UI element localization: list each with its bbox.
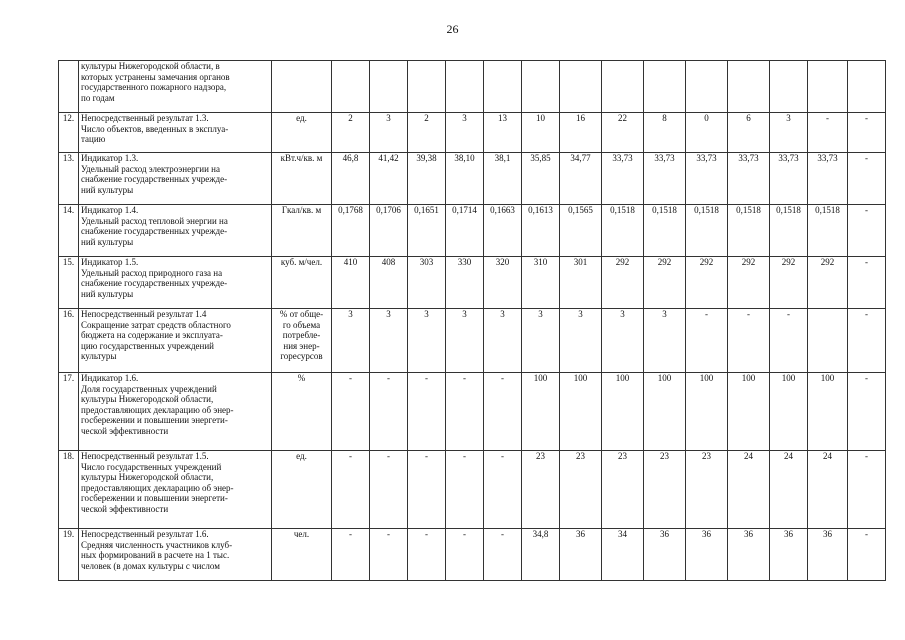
value-cell: - [446,373,484,451]
value-cell: - [370,529,408,581]
value-cell: 0,1518 [770,205,808,257]
description-line: ний культуры [81,288,134,299]
value-cell: 33,73 [602,153,644,205]
unit-cell [272,113,332,153]
value-cell: 24 [728,451,770,529]
row-number [59,61,79,113]
unit-line: потребле- [282,330,321,340]
unit-cell [272,451,332,529]
value-cell [770,61,808,113]
table-row [59,529,886,581]
value-cell: - [332,451,370,529]
indicator-description [79,529,272,581]
value-cell [370,61,408,113]
value-cell: 36 [686,529,728,581]
value-cell: 23 [602,451,644,529]
value-cell: 0,1518 [602,205,644,257]
unit-cell [272,153,332,205]
value-cell: 408 [370,257,408,309]
indicator-description [79,153,272,205]
value-cell: - [408,373,446,451]
description-line: Непосредственный результат 1.3. [81,113,209,123]
description-line: человек (в домах культуры с числом [81,560,220,571]
unit-line: кВт.ч/кв. м [280,153,323,163]
value-cell: 0 [686,113,728,153]
value-cell: - [332,529,370,581]
value-cell: 292 [808,257,848,309]
value-cell: 330 [446,257,484,309]
description-line: Индикатор 1.5. [81,257,139,267]
value-cell: 13 [484,113,522,153]
description-line: культуры Нижегородской области, [81,394,214,404]
value-cell: - [848,451,886,529]
indicator-description [79,61,272,113]
value-cell: - [728,309,770,373]
value-cell: 38,1 [484,153,522,205]
value-cell [644,61,686,113]
table-row [59,373,886,451]
value-cell: 3 [484,309,522,373]
value-cell: 33,73 [686,153,728,205]
unit-line: горесурсов [280,351,323,361]
row-number: 18. [59,451,79,529]
value-cell: 100 [770,373,808,451]
row-number: 19. [59,529,79,581]
description-line: снабжение государственных учрежде- [81,174,228,184]
value-cell: - [808,113,848,153]
unit-line: чел. [293,529,310,539]
description-line: культуры Нижегородской области, [81,472,214,482]
value-cell: - [484,373,522,451]
value-cell: 0,1663 [484,205,522,257]
description-line: культуры Нижегородской области, в [81,61,220,71]
indicator-description [79,373,272,451]
value-cell: 36 [808,529,848,581]
description-line: ных формирований в расчете на 1 тыс. [81,550,230,560]
description-line: цию государственных учреждений [81,340,214,351]
value-cell: 0,1565 [560,205,602,257]
value-cell: - [408,529,446,581]
value-cell: 0,1768 [332,205,370,257]
value-cell: 0,1518 [728,205,770,257]
table-row [59,309,886,373]
value-cell: - [446,451,484,529]
description-line: Непосредственный результат 1.5. [81,451,209,461]
description-line: Сокращение затрат средств областного [81,319,231,330]
value-cell: 100 [686,373,728,451]
unit-cell [272,529,332,581]
value-cell: 23 [686,451,728,529]
value-cell: 24 [808,451,848,529]
value-cell: - [484,451,522,529]
unit-line: го объема [282,319,321,330]
value-cell: 33,73 [808,153,848,205]
description-line: бюджета на содержание и эксплуата- [81,330,223,340]
value-cell: 34,77 [560,153,602,205]
value-cell: - [408,451,446,529]
unit-line: ед. [296,451,307,461]
unit-line: куб. м/чел. [280,257,323,267]
value-cell: 36 [644,529,686,581]
value-cell: 36 [728,529,770,581]
page-number: 26 [446,22,459,36]
value-cell [848,61,886,113]
value-cell [484,61,522,113]
value-cell: 100 [560,373,602,451]
description-line: Непосредственный результат 1.6. [81,529,209,539]
value-cell: 292 [686,257,728,309]
unit-cell [272,373,332,451]
value-cell: 23 [644,451,686,529]
description-line: культуры [81,351,117,361]
description-line: Индикатор 1.4. [81,205,139,215]
unit-line: ед. [296,113,307,123]
description-line: предоставляющих декларацию об энер- [81,482,234,493]
value-cell: 8 [644,113,686,153]
row-number: 17. [59,373,79,451]
value-cell: - [770,309,808,373]
description-line: Число государственных учреждений [81,461,222,472]
description-line: ческой эффективности [81,503,169,514]
value-cell: 100 [808,373,848,451]
value-cell: 303 [408,257,446,309]
value-cell: - [370,373,408,451]
description-line: Удельный расход электроэнергии на [81,163,220,174]
unit-line: Гкал/кв. м [281,205,322,215]
value-cell: 16 [560,113,602,153]
value-cell: 292 [728,257,770,309]
indicator-description [79,451,272,529]
value-cell: 3 [370,309,408,373]
row-number: 13. [59,153,79,205]
unit-cell [272,309,332,373]
value-cell: 3 [522,309,560,373]
description-line: Число объектов, введенных в эксплуа- [81,123,229,134]
row-number: 16. [59,309,79,373]
description-line: Индикатор 1.3. [81,153,139,163]
value-cell: - [848,373,886,451]
value-cell [686,61,728,113]
table-row [59,257,886,309]
unit-line: % от обще- [279,309,324,319]
value-cell: 0,1706 [370,205,408,257]
value-cell: - [446,529,484,581]
description-line: Удельный расход природного газа на [81,267,223,278]
value-cell: 0,1518 [808,205,848,257]
value-cell: - [848,205,886,257]
value-cell: 100 [728,373,770,451]
value-cell: 3 [644,309,686,373]
value-cell: - [686,309,728,373]
value-cell: 3 [408,309,446,373]
value-cell: - [484,529,522,581]
description-line: госбережении и повышении энергети- [81,415,228,425]
value-cell: 301 [560,257,602,309]
unit-line: ния энер- [283,340,320,351]
value-cell: - [848,257,886,309]
description-line: государственного пожарного надзора, [81,82,227,92]
value-cell: 292 [602,257,644,309]
row-number: 14. [59,205,79,257]
value-cell: 310 [522,257,560,309]
value-cell: 3 [560,309,602,373]
value-cell: - [848,113,886,153]
table-row [59,113,886,153]
value-cell: 46,8 [332,153,370,205]
value-cell: 33,73 [728,153,770,205]
description-line: ческой эффективности [81,425,169,436]
row-number: 12. [59,113,79,153]
indicator-description [79,205,272,257]
description-line: которых устранены замечания органов [81,71,230,82]
value-cell: 39,38 [408,153,446,205]
unit-line: % [297,373,306,383]
value-cell: 100 [602,373,644,451]
value-cell: 3 [446,309,484,373]
description-line: снабжение государственных учрежде- [81,226,228,236]
table-row [59,451,886,529]
value-cell: 10 [522,113,560,153]
value-cell [602,61,644,113]
description-line: Удельный расход тепловой энергии на [81,215,228,226]
unit-cell [272,257,332,309]
value-cell [408,61,446,113]
value-cell: 0,1613 [522,205,560,257]
indicator-table [58,60,886,581]
description-line: по годам [81,92,115,103]
value-cell [808,61,848,113]
value-cell: 100 [644,373,686,451]
value-cell: 2 [332,113,370,153]
description-line: предоставляющих декларацию об энер- [81,404,234,415]
value-cell: 23 [560,451,602,529]
description-line: Индикатор 1.6. [81,373,139,383]
value-cell [728,61,770,113]
value-cell: 320 [484,257,522,309]
unit-cell [272,61,332,113]
value-cell: 3 [370,113,408,153]
value-cell: 3 [332,309,370,373]
indicator-description [79,309,272,373]
value-cell: 0,1518 [686,205,728,257]
value-cell: 33,73 [770,153,808,205]
value-cell: - [370,451,408,529]
description-line: Доля государственных учреждений [81,383,217,394]
value-cell: 3 [770,113,808,153]
value-cell [332,61,370,113]
row-number: 15. [59,257,79,309]
value-cell: 23 [522,451,560,529]
value-cell: 0,1518 [644,205,686,257]
value-cell: - [332,373,370,451]
value-cell: - [848,153,886,205]
table-row [59,205,886,257]
table-row [59,61,886,113]
table-row [59,153,886,205]
indicator-description [79,113,272,153]
value-cell: 2 [408,113,446,153]
value-cell [560,61,602,113]
value-cell: 100 [522,373,560,451]
value-cell: 38,10 [446,153,484,205]
value-cell: 34,8 [522,529,560,581]
unit-cell [272,205,332,257]
description-line: снабжение государственных учрежде- [81,278,228,288]
description-line: ний культуры [81,236,134,247]
value-cell: 0,1651 [408,205,446,257]
description-line: госбережении и повышении энергети- [81,493,228,503]
value-cell: 0,1714 [446,205,484,257]
value-cell: 292 [770,257,808,309]
value-cell [808,309,848,373]
value-cell: - [848,309,886,373]
description-line: Средняя численность участников клуб- [81,539,233,550]
value-cell: 6 [728,113,770,153]
value-cell: - [848,529,886,581]
value-cell: 3 [446,113,484,153]
value-cell: 3 [602,309,644,373]
value-cell: 24 [770,451,808,529]
value-cell: 36 [560,529,602,581]
value-cell: 36 [770,529,808,581]
description-line: тацию [81,134,106,144]
description-line: Непосредственный результат 1.4 [81,309,207,319]
value-cell [446,61,484,113]
value-cell: 34 [602,529,644,581]
indicator-description [79,257,272,309]
description-line: ний культуры [81,184,134,195]
value-cell: 33,73 [644,153,686,205]
value-cell: 35,85 [522,153,560,205]
value-cell: 41,42 [370,153,408,205]
value-cell: 410 [332,257,370,309]
value-cell: 292 [644,257,686,309]
value-cell [522,61,560,113]
value-cell: 22 [602,113,644,153]
